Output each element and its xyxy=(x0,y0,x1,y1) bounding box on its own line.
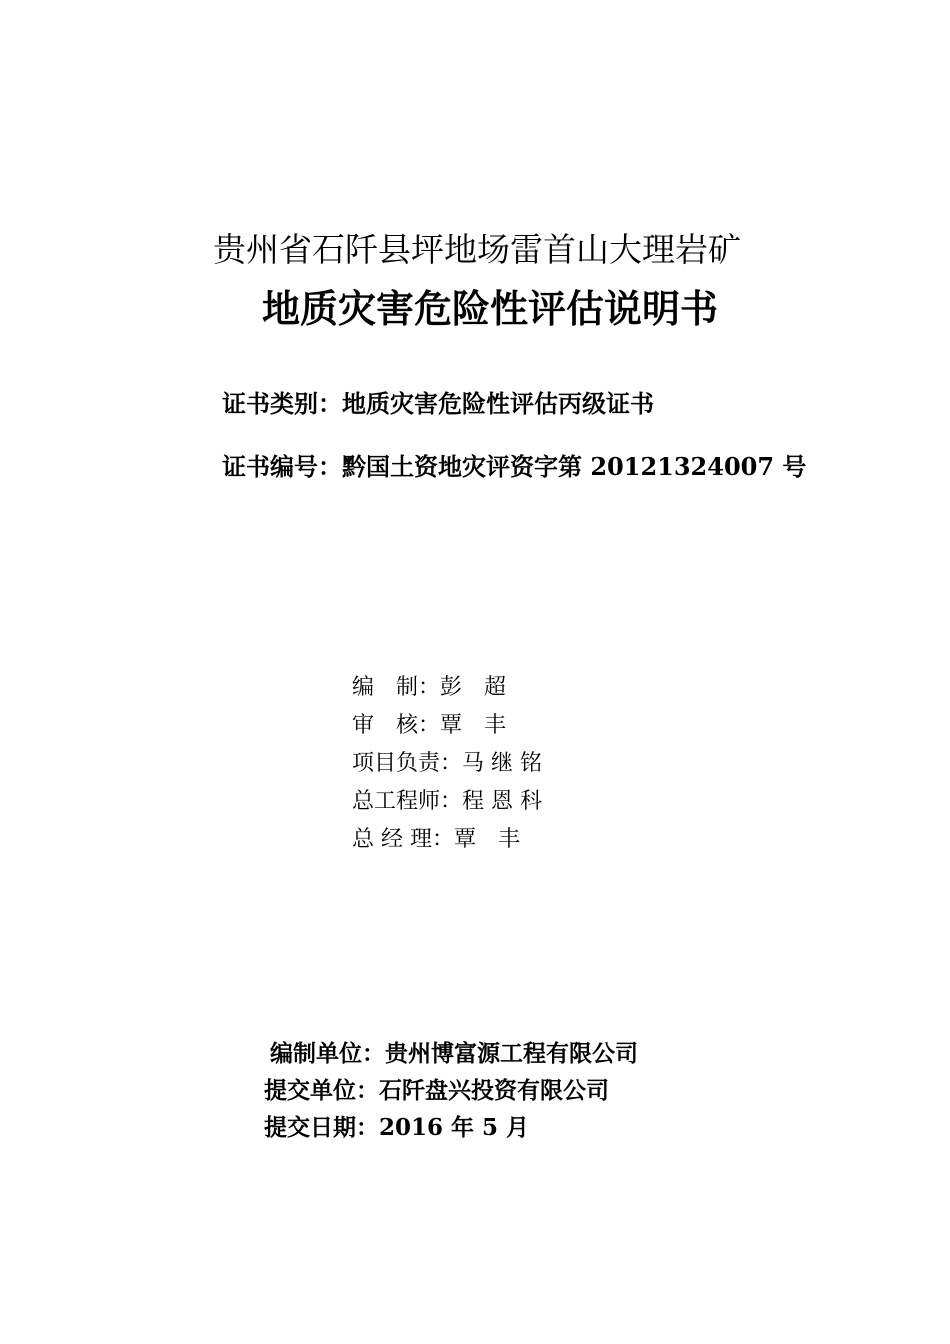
staff-reviewer: 审 核：覃 丰 xyxy=(352,713,507,738)
document-title-line2: 地质灾害危险性评估说明书 xyxy=(262,287,719,331)
certificate-category: 证书类别：地质灾害危险性评估丙级证书 xyxy=(222,389,654,418)
staff-compiler: 编 制：彭 超 xyxy=(352,675,507,700)
staff-general-manager: 总 经 理：覃 丰 xyxy=(352,827,520,852)
staff-project-lead: 项目负责：马 继 铭 xyxy=(352,751,542,776)
document-title-line1: 贵州省石阡县坪地场雷首山大理岩矿 xyxy=(213,230,741,269)
certificate-number: 证书编号：黔国土资地灾评资字第 20121324007 号 xyxy=(222,452,807,481)
submitting-unit: 提交单位：石阡盘兴投资有限公司 xyxy=(264,1077,609,1104)
submission-date: 提交日期：2016 年 5 月 xyxy=(264,1114,530,1141)
staff-chief-engineer: 总工程师：程 恩 科 xyxy=(352,789,542,814)
compiling-unit: 编制单位：贵州博富源工程有限公司 xyxy=(270,1040,638,1067)
